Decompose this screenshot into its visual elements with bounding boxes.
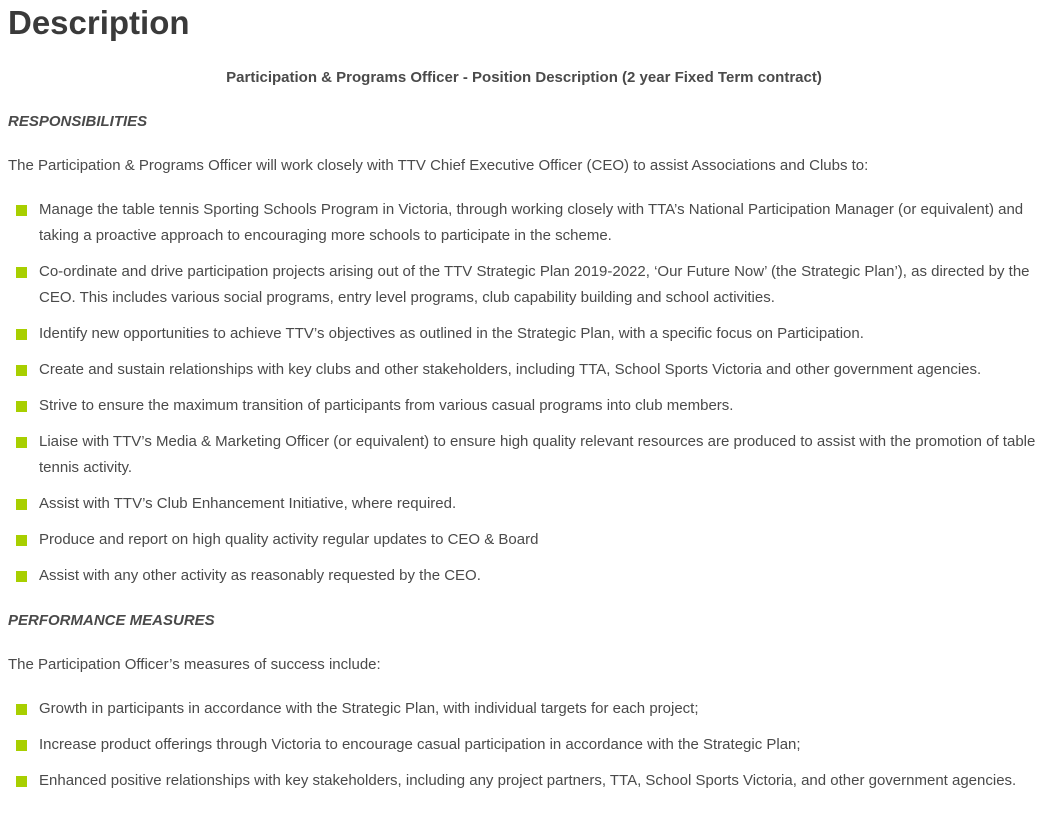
- list-item-text: Identify new opportunities to achieve TTV’s objectives as outlined in the Strategic Plan, with a specific focus on Participation.: [39, 325, 864, 342]
- square-bullet-icon: [16, 205, 27, 216]
- list-item: [8, 732, 1040, 758]
- list-item-text: Enhanced positive relationships with key stakeholders, including any project partners, TTA, School Sports Victoria, and other government agencies.: [39, 772, 1017, 789]
- list-item: [8, 563, 1040, 589]
- square-bullet-icon: [16, 776, 27, 787]
- list-item: [8, 393, 1040, 419]
- list-item-text: Create and sustain relationships with key clubs and other stakeholders, including TTA, School Sports Victoria and other government agencies.: [39, 361, 982, 378]
- list-item-text: Increase product offerings through Victoria to encourage casual participation in accordance with the Strategic Plan;: [39, 736, 801, 753]
- list-item-text: Assist with any other activity as reasonably requested by the CEO.: [39, 567, 481, 584]
- responsibilities-heading: RESPONSIBILITIES: [8, 113, 148, 130]
- square-bullet-icon: [16, 267, 27, 278]
- page-title: Description: [8, 4, 190, 41]
- list-item: [8, 768, 1040, 794]
- list-item: [8, 491, 1040, 517]
- square-bullet-icon: [16, 365, 27, 376]
- list-item: [8, 197, 1040, 249]
- list-item: [8, 696, 1040, 722]
- performance-measures-heading: PERFORMANCE MEASURES: [8, 612, 215, 629]
- list-item: [8, 321, 1040, 347]
- performance-measures-intro: The Participation Officer’s measures of success include:: [8, 656, 381, 673]
- list-item: [8, 429, 1040, 481]
- square-bullet-icon: [16, 329, 27, 340]
- responsibilities-intro: The Participation & Programs Officer will work closely with TTV Chief Executive Officer (CEO) to assist Associations and Clubs to:: [8, 157, 869, 174]
- square-bullet-icon: [16, 704, 27, 715]
- list-item-text: Growth in participants in accordance with the Strategic Plan, with individual targets for each project;: [39, 700, 699, 717]
- square-bullet-icon: [16, 437, 27, 448]
- square-bullet-icon: [16, 401, 27, 412]
- list-item: [8, 259, 1040, 311]
- list-item-text: Strive to ensure the maximum transition of participants from various casual programs into club members.: [39, 397, 734, 414]
- list-item-text: Produce and report on high quality activity regular updates to CEO & Board: [39, 531, 539, 548]
- square-bullet-icon: [16, 535, 27, 546]
- square-bullet-icon: [16, 571, 27, 582]
- list-item-text: Assist with TTV’s Club Enhancement Initiative, where required.: [39, 495, 457, 512]
- list-item: [8, 357, 1040, 383]
- responsibilities-list: [8, 197, 1040, 589]
- square-bullet-icon: [16, 499, 27, 510]
- list-item-text: Co-ordinate and drive participation projects arising out of the TTV Strategic Plan 2019-2022, ‘Our Future Now’ (the Strategic Plan’), as directed by the CEO. This includes various social programs, entry level programs, club capability building and school activities.: [39, 263, 1030, 306]
- list-item-text: Manage the table tennis Sporting Schools Program in Victoria, through working closely with TTA’s National Participation Manager (or equivalent) and taking a proactive approach to encouraging more schools to participate in the scheme.: [39, 201, 1024, 244]
- position-subtitle: Participation & Programs Officer - Position Description (2 year Fixed Term contract): [226, 69, 822, 86]
- square-bullet-icon: [16, 740, 27, 751]
- performance-measures-list: [8, 696, 1040, 794]
- list-item-text: Liaise with TTV’s Media & Marketing Officer (or equivalent) to ensure high quality relevant resources are produced to assist with the promotion of table tennis activity.: [39, 433, 1036, 476]
- list-item: [8, 527, 1040, 553]
